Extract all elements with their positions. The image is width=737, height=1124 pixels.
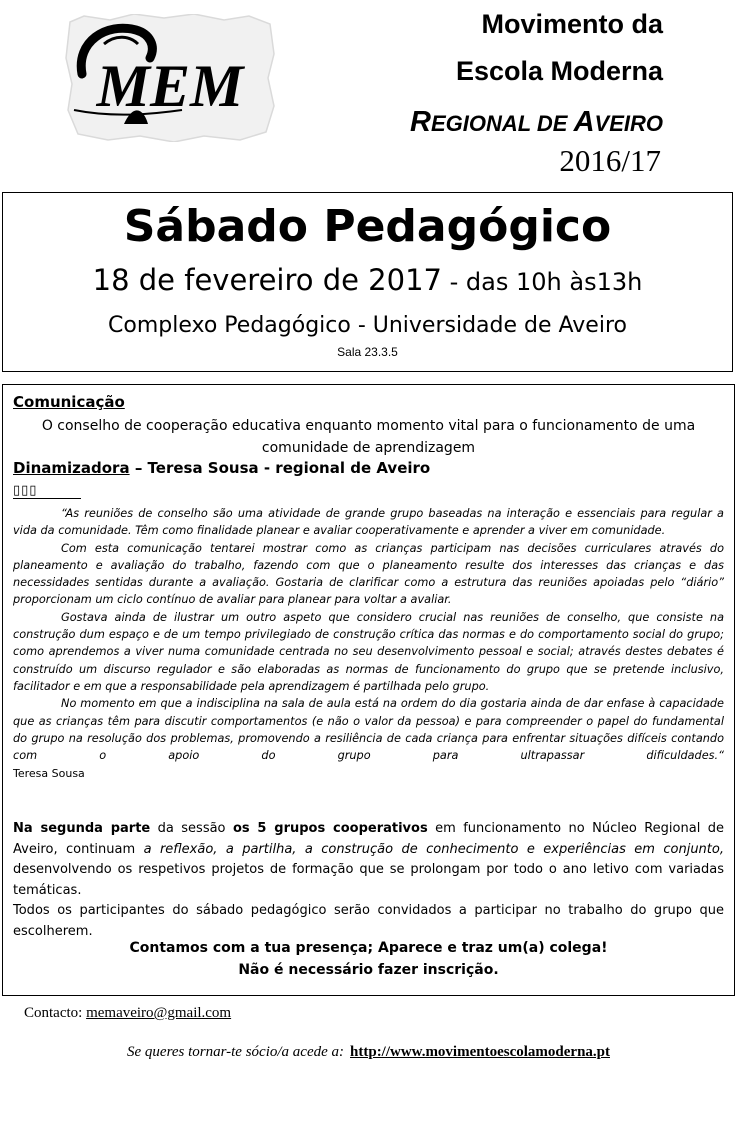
regional-end: VEIRO bbox=[594, 111, 663, 136]
second-part-paragraph bbox=[13, 819, 724, 901]
missing-glyphs: ▯▯▯ bbox=[13, 483, 81, 499]
closing bbox=[3, 937, 734, 981]
section-label: Comunicação bbox=[13, 393, 125, 411]
abstract-paragraph: “As reuniões de conselho são uma atividade de grande grupo baseadas na interação e essenciais para regular a vida da comunidade. Têm como finalidade planear e avaliar cooperativamente e aprender a viver em comunidade. bbox=[13, 507, 724, 538]
content-box bbox=[2, 384, 735, 996]
contact-line bbox=[24, 1005, 231, 1022]
website-link[interactable]: http://www.movimentoescolamoderna.pt bbox=[350, 1044, 610, 1060]
event-title: Sábado Pedagógico bbox=[123, 201, 612, 252]
org-name-line1: Movimento da bbox=[481, 9, 663, 39]
event-title-box bbox=[2, 192, 733, 372]
regional-cap-a: A bbox=[573, 106, 595, 138]
closing-line: Não é necessário fazer inscrição. bbox=[238, 962, 499, 978]
org-name-line2: Escola Moderna bbox=[455, 56, 663, 86]
abstract-paragraph: Gostava ainda de ilustrar um outro aspeto que considero crucial nas reuniões de conselho, que consiste na construção dum espaço e de um tempo privilegiado de construção crítica das normas e do comportamento social do grupo; como aprendemos a viver numa comunidade centrada no seu desenvolvimento pessoal e social; através destes debates é construído um discurso regulador e são elaboradas as normas de funcionamento do grupo que se pretende inclusivo, facilitador e em que a responsabilidade pela aprendizagem é partilhada pelo grupo. bbox=[13, 610, 724, 693]
event-time: - das 10h às13h bbox=[442, 268, 643, 296]
school-year: 2016/17 bbox=[559, 143, 661, 178]
second-part-italic: a reflexão, a partilha, a construção de conhecimento e experiências em conjunto, bbox=[143, 841, 724, 857]
mem-logo bbox=[64, 14, 276, 142]
talk-title: O conselho de cooperação educativa enquanto momento vital para o funcionamento de uma comunidade de aprendizagem bbox=[41, 418, 696, 456]
abstract-paragraph: No momento em que a indisciplina na sala de aula está na ordem do dia gostaria ainda de dar enfase à capacidade que as crianças têm para discutir comportamentos (e não o valor da pessoa) e para compreender o papel do fundamental do grupo na resolução dos problemas, promovendo a resiliência de cada criança para enfrentar situações difíceis contando com o apoio do grupo para ultrapassar dificuldades.“ bbox=[13, 697, 724, 763]
event-room: Sala 23.3.5 bbox=[337, 345, 398, 359]
regional-mid: EGIONAL DE bbox=[430, 111, 574, 136]
closing-line: Contamos com a tua presença; Aparece e traz um(a) colega! bbox=[129, 940, 608, 956]
event-place: Complexo Pedagógico - Universidade de Aveiro bbox=[108, 313, 627, 338]
membership-line bbox=[0, 1044, 737, 1061]
membership-text: Se queres tornar-te sócio/a acede a: bbox=[127, 1044, 345, 1060]
participants-paragraph: Todos os participantes do sábado pedagógico serão convidados a participar no trabalho do grupo que escolherem. bbox=[13, 903, 724, 939]
regional-label bbox=[410, 106, 663, 139]
speaker-details: – Teresa Sousa - regional de Aveiro bbox=[129, 459, 431, 477]
groups-bold: os 5 grupos cooperativos bbox=[232, 821, 428, 836]
event-date: 18 de fevereiro de 2017 bbox=[92, 263, 442, 297]
second-part-text: da sessão bbox=[150, 821, 233, 836]
contact-email-link[interactable]: memaveiro@gmail.com bbox=[86, 1005, 232, 1021]
logo-text: MEM bbox=[96, 53, 244, 119]
second-part-bold: Na segunda parte bbox=[13, 821, 151, 836]
second-part-text: desenvolvendo os respetivos projetos de formação que se prolongam por todo o ano letivo com variadas temáticas. bbox=[13, 862, 724, 898]
second-part-text: em funcionamento no Núcleo Regional de Aveiro, continuam bbox=[13, 821, 724, 857]
event-date-line bbox=[3, 263, 732, 297]
second-part bbox=[13, 819, 724, 942]
abstract-signature: Teresa Sousa bbox=[13, 767, 85, 780]
speaker-line bbox=[13, 459, 430, 477]
abstract bbox=[13, 505, 724, 764]
regional-cap-r: R bbox=[410, 106, 431, 138]
abstract-paragraph: Com esta comunicação tentarei mostrar como as crianças participam nas decisões curriculares através do planeamento e avaliação do trabalho, fazendo com que o planeamento resulte dos interesses das crianças e das necessidades sentidas durante a avaliação. Gostaria de clarificar como a estrutura das reuniões apoiadas pelo “diário” proporcionam um ciclo contínuo de avaliar para planear para voltar a avaliar. bbox=[13, 541, 724, 607]
speaker-role: Dinamizadora bbox=[13, 459, 130, 477]
contact-label: Contacto: bbox=[24, 1005, 87, 1021]
